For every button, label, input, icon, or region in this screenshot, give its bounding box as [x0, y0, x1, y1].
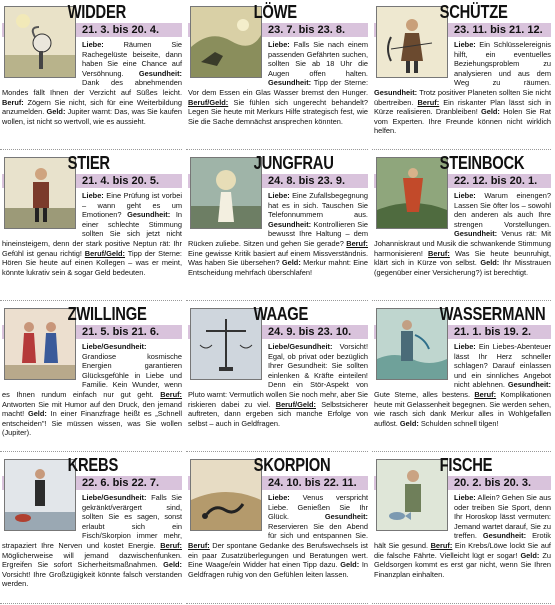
job-text: Ein Krebs/Löwe lockt Sie auf die falsche Fährte. Vielleicht lügt er sogar! — [374, 540, 551, 560]
job-text: Sie fühlen sich ungerecht behandelt? Legen Sie heute mit Merkurs Hilfe strategisch fest, wie Sie die Sache demnächst ansprechen könnten. — [188, 97, 369, 126]
sign-name: SKORPION — [253, 455, 331, 475]
love-label: Liebe: — [268, 40, 290, 49]
job-label: Beruf/Geld: — [188, 97, 229, 107]
horoscope-stier — [0, 151, 186, 302]
health-text: In einer schlechte Stimmung sollten Sie sich jetzt nicht hineinsteigern, denn der stark positive Neptun rät: Ihr Gefühl ist genau richtig! — [2, 210, 182, 258]
job-label: Beruf: — [417, 97, 440, 107]
sign-name: SCHÜTZE — [439, 2, 508, 22]
money-text: Schulden schnell tilgen! — [420, 418, 499, 428]
money-label: Geld: — [27, 409, 47, 419]
money-text: Vorsicht! Ihre Großzügigkeit könnte falsch verstanden werden. — [2, 569, 182, 589]
money-text: Merkur mahnt: Eine Entscheidung mehrfach überschlafen! — [188, 258, 368, 277]
love-label: Liebe: — [82, 40, 104, 49]
horoscope-schütze — [372, 0, 555, 151]
money-text: Zu Geldsorgen kommt es erst gar nicht, wenn Sie Ihren Finanzplan einhalten. — [374, 550, 551, 579]
health-label: Gesundheit: — [507, 380, 551, 390]
job-label: Beruf: — [474, 389, 497, 399]
health-text: Gute Sterne, alles bestens. — [374, 389, 470, 399]
sign-name: LÖWE — [253, 2, 297, 22]
health-label: Gesundheit: — [138, 68, 182, 78]
love-text: Allein? Gehen Sie aus oder treiben Sie Sport, denn Ihr Horoskop lässt vermuten: Jemand wartet darauf, Sie zu treffen. — [454, 493, 551, 541]
love-text: Ein Liebes-Abenteuer lässt Ihr Herz schneller schlagen? Darauf einlassen und ein sinnliches Angebot nicht ablehnen. — [454, 342, 551, 390]
job-label: Beruf: — [160, 540, 183, 550]
job-label: Beruf: — [430, 540, 453, 550]
sign-name: WASSERMANN — [439, 304, 546, 324]
love-label: Liebe/Gesundheit: — [82, 493, 147, 502]
sign-name: STEINBOCK — [439, 153, 525, 173]
love-text: Venus verspricht Liebe. Genießen Sie Ihr Glück. — [268, 493, 368, 522]
money-label: Geld: — [163, 560, 182, 570]
health-text: Erotik hält Sie gesund. — [374, 531, 551, 550]
money-label: Geld: — [480, 258, 500, 268]
job-text: Was Sie heute beunruhigt, klärt sich in Kürze von selbst. — [374, 248, 551, 268]
sign-name: WIDDER — [67, 2, 126, 22]
horoscope-steinbock — [372, 151, 555, 302]
sign-name: ZWILLINGE — [67, 304, 147, 324]
love-label: Liebe: — [454, 191, 476, 200]
job-text: Selbstsicherer auftreten, dann ergeben sich manche Erfolge von selbst – auch in Geldfragen. — [188, 399, 369, 428]
money-label: Geld: — [399, 418, 419, 428]
job-label: Beruf: — [160, 389, 183, 399]
horoscope-jungfrau — [186, 151, 372, 302]
love-text: Eine Prüfung ist vorbei – wann geht es um Emotionen? — [82, 191, 182, 220]
job-text: Möglicherweise will jemand dazwischenfunken. Ergreifen Sie sofort Sicherheitsmaßnahmen. — [2, 550, 182, 570]
job-label: Beruf: — [188, 540, 210, 550]
love-text: Räumen Sie Rachegelüste beiseite, dann haben Sie eine Chance auf Versöhnung. — [82, 40, 182, 78]
sign-name: KREBS — [67, 455, 119, 475]
health-text: Reservieren Sie den Abend für sich und entspannen Sie. — [268, 521, 368, 541]
love-label: Liebe: — [454, 493, 476, 502]
money-label: Geld: — [340, 560, 360, 570]
health-label: Gesundheit: — [127, 210, 171, 220]
sign-dates: 21. 5. bis 21. 6. — [2, 325, 182, 339]
health-text: Trotz positiver Planeten sollten Sie nicht übertreiben. — [374, 87, 552, 107]
money-label: Geld: — [520, 550, 540, 560]
health-text: Venus rät: Mit Johanniskraut und Musik die schwankende Stimmung harmonisieren! — [374, 229, 551, 258]
horoscope-zwillinge — [0, 302, 186, 453]
money-label: Geld: — [281, 258, 301, 268]
sign-dates: 21. 3. bis 20. 4. — [2, 23, 182, 37]
love-text: Falls Sie gekränkt/verärgert sind, sollten Sie es sagen, sonst erlaubt sich ein Fisch/Skorpion immer mehr, strapaziert Ihre Nerven und kostet Energie. — [2, 493, 182, 550]
job-label: Beruf: — [2, 97, 24, 107]
money-label: Geld: — [480, 107, 500, 117]
love-text: Falls Sie nach einem passenden Gefährten suchen, sollten Sie ab 18 Uhr die Augen offen halten. — [268, 40, 368, 78]
horoscope-löwe — [186, 0, 372, 151]
job-label: Beruf/Geld: — [84, 248, 126, 258]
job-text: Zögern Sie nicht, sich für eine Weiterbildung anzumelden. — [2, 97, 182, 117]
love-label: Liebe: — [268, 493, 290, 502]
horoscope-widder — [0, 0, 186, 151]
job-label: Beruf/Geld: — [275, 399, 316, 409]
love-text: Vorsicht! Egal, ob privat oder bezüglich Ihrer Gesundheit: Sie sollten einlenken & Kräfte einteilen! Denn ein Stör-Aspekt von Pluto warnt: Vermutlich wollen Sie noch mehr, aber Sie riskieren dabei zu viel. — [188, 342, 368, 409]
sign-dates: 24. 9. bis 23. 10. — [188, 325, 368, 339]
job-text: Komplikationen heute mit Gelassenheit begegnen. Sie werden sehen, wie rasch sich dank Merkur alles in Wohlgefallen auflöst. — [374, 389, 551, 428]
sign-dates: 23. 11. bis 21. 12. — [374, 23, 551, 37]
sign-name: STIER — [67, 153, 110, 173]
money-label: Geld: — [46, 107, 66, 117]
money-text: In Geldfragen ruhig von den Gefühlen leiten lassen. — [188, 560, 368, 579]
sign-name: WAAGE — [253, 304, 309, 324]
horoscope-skorpion — [186, 453, 372, 605]
health-label: Gesundheit: — [268, 219, 312, 229]
love-label: Liebe: — [454, 40, 476, 49]
health-label: Gesundheit: — [268, 78, 312, 88]
job-label: Beruf: — [346, 238, 368, 248]
sign-dates: 21. 1. bis 19. 2. — [374, 325, 551, 339]
horoscope-krebs — [0, 453, 186, 605]
health-text: Dank des abnehmenden Mondes fällt Ihnen der Verzicht auf Süßes leicht. — [2, 78, 182, 97]
love-label: Liebe/Gesundheit: — [268, 342, 333, 351]
health-text: Kontrollieren Sie bewusst Ihre Haltung – dem Rücken zuliebe. Sitzen und gehen Sie gerade? — [188, 219, 368, 248]
money-text: In einer Finanzfrage heißt es „Schnell entscheiden"! Sie müssen wissen, was Sie wollen (Jupiter). — [2, 409, 182, 438]
love-text: Ein Schlüsselereignis hilft, ein eventuelles Beziehungsproblem zu analysieren und aus dem Weg zu räumen. — [454, 40, 551, 88]
job-text: Der spontane Gedanke des Berufswechsels ist ein paar Zusatzüberlegungen und Beratungen wert. Eine Waage/ein Widder hat einen Tipp dazu. — [188, 540, 368, 570]
sign-dates: 21. 4. bis 20. 5. — [2, 174, 182, 188]
horoscope-waage — [186, 302, 372, 453]
love-text: Eine Zufallsbegegnung hat es in sich. Tauschen Sie Telefonnummern aus. — [268, 191, 368, 220]
health-label: Gesundheit: — [324, 512, 368, 522]
sign-name: JUNGFRAU — [253, 153, 334, 173]
love-text: Warum einengen? Lassen Sie öfter los – sowohl den anderen als auch Ihre strengen Vorstellungen. — [454, 191, 551, 229]
health-text: Tipp der Sterne: Vor dem Essen ein Glas Wasser bremst den Hunger. — [188, 78, 368, 97]
sign-dates: 22. 6. bis 22. 7. — [2, 476, 182, 490]
health-label: Gesundheit: — [482, 531, 527, 541]
sign-name: FISCHE — [439, 455, 493, 475]
love-label: Liebe/Gesundheit: — [82, 342, 147, 351]
horoscope-wassermann — [372, 302, 555, 453]
love-label: Liebe: — [454, 342, 476, 351]
sign-dates: 23. 7. bis 23. 8. — [188, 23, 368, 37]
sign-dates: 22. 12. bis 20. 1. — [374, 174, 551, 188]
job-text: Ein riskanter Plan lässt sich in Kürze realisieren. Dranbleiben! — [374, 97, 551, 117]
horoscope-fische — [372, 453, 555, 605]
money-text: Jupiter warnt: Das, was Sie kaufen wollen, ist nicht so wertvoll, wie es aussieht. — [2, 107, 182, 126]
sign-dates: 20. 2. bis 20. 3. — [374, 476, 551, 490]
health-label: Gesundheit: — [374, 87, 418, 97]
job-text: Tipp der Sterne: Hören Sie heute auf einen Kollegen – was er meint, könnte lukrativ sein & sogar Geld bedeuten. — [2, 248, 182, 277]
money-text: Ihr Misstrauen (gegenüber einer Versicherung?) ist berechtigt. — [374, 258, 551, 277]
love-text: Grandiose kosmische Energien garantieren Glücksgefühle in Liebe und Familie. Kein Wunder, wenn es Ihnen rundum einfach nur gut geht. — [2, 351, 182, 399]
job-text: Antworten Sie mit Humor auf den Druck, den jemand macht! — [2, 399, 182, 419]
job-label: Beruf: — [428, 248, 450, 258]
sign-dates: 24. 8. bis 23. 9. — [188, 174, 368, 188]
job-text: Eine gewisse Kritik basiert auf einem Missverständnis. Was haben Sie übersehen? — [188, 248, 368, 268]
money-text: Holen Sie Rat vom Experten. Ihre Freunde können nicht wirklich helfen. — [374, 107, 551, 136]
health-label: Gesundheit: — [454, 229, 498, 239]
love-label: Liebe: — [268, 191, 290, 200]
love-label: Liebe: — [82, 191, 104, 200]
sign-dates: 24. 10. bis 22. 11. — [188, 476, 368, 490]
